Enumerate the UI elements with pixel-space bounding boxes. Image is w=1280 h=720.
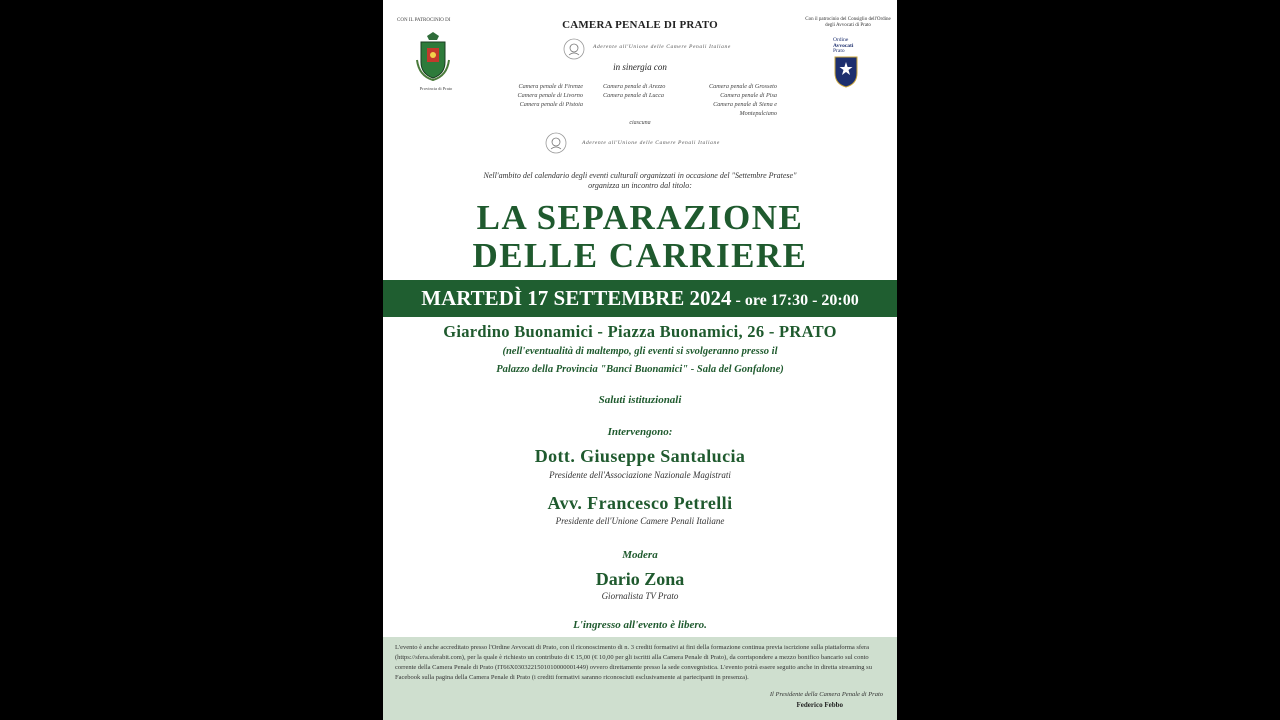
ucpi-seal-icon bbox=[545, 132, 567, 154]
speaker-name: Avv. Francesco Petrelli bbox=[547, 493, 733, 513]
bad-weather-line: (nell'eventualità di maltempo, gli eventi si svolgeranno presso il bbox=[502, 346, 778, 357]
intro-line: organizza un incontro dal titolo: bbox=[588, 181, 692, 190]
ciascuna-text: ciascuna bbox=[629, 120, 651, 126]
speaker-role: Presidente dell'Associazione Nazionale Magistrati bbox=[549, 470, 731, 480]
title-line: LA SEPARAZIONE bbox=[476, 198, 804, 237]
bar-logo-line: Prato bbox=[833, 48, 845, 54]
speaker-name: Dott. Giuseppe Santalucia bbox=[534, 446, 746, 466]
intro-text bbox=[383, 171, 897, 191]
bar-association-shield-icon bbox=[833, 55, 859, 89]
camera-item: Camera penale di Firenze bbox=[518, 83, 583, 90]
camera-item: Camera penale di Arezzo bbox=[603, 83, 666, 90]
event-venue: Giardino Buonamici - Piazza Buonamici, 26 - PRATO bbox=[443, 322, 837, 341]
patronage-label: Con il patrocinio del Consiglio dell'Ordine degli Avvocati di Prato bbox=[805, 17, 891, 28]
speakers-label: Intervengono: bbox=[607, 426, 673, 438]
bar-logo-text bbox=[833, 38, 873, 55]
bar-logo-line: Avvocati bbox=[833, 42, 854, 49]
footer-text: L'evento è anche accreditato presso l'Ordine Avvocati di Prato, con il riconoscimento di n. 3 crediti formativi ai fini della formazione continua previa iscrizione sulla piattaforma sfera (https://sfera.sferabit.com), per la quale è richiesto un contributo di € 15,00 (€ 10,00 per gli iscritti alla Camera Penale di Prato), da corrispondere a mezzo bonifico bancario sul conto corrente della Camera Penale di Prato (IT66X0303221501010000001449) ovvero direttamente presso la sede convegnistica. L'evento potrà essere seguito anche in diretta streaming su Facebook sulla pagina della Camera Penale di Prato (i crediti formativi saranno riconosciuti esclusivamente ai partecipanti in presenza). bbox=[395, 644, 872, 681]
camera-item: Camera penale di Grosseto bbox=[709, 83, 777, 90]
org-title: CAMERA PENALE DI PRATO bbox=[562, 19, 718, 31]
event-time: - ore 17:30 - 20:00 bbox=[731, 292, 859, 309]
event-poster bbox=[383, 0, 897, 720]
bar-logo-line: Ordine bbox=[833, 37, 849, 43]
event-title bbox=[383, 199, 897, 275]
signature-role: Il Presidente della Camera Penale di Prato bbox=[769, 691, 883, 698]
crest-caption: Provincia di Prato bbox=[419, 86, 453, 91]
speaker-role: Presidente dell'Unione Camere Penali Italiane bbox=[555, 516, 725, 526]
free-entry-note: L'ingresso all'evento è libero. bbox=[573, 619, 707, 631]
intro-line: Nell'ambito del calendario degli eventi culturali organizzati in occasione del "Settembre Pratese" bbox=[483, 171, 797, 180]
moderator-label: Modera bbox=[622, 549, 658, 561]
province-crest-icon bbox=[413, 30, 453, 82]
camera-item: Camera penale di Livorno bbox=[517, 92, 583, 99]
camere-column-1 bbox=[503, 82, 583, 109]
signature-name: Federico Febbo bbox=[796, 701, 843, 709]
event-date-main: MARTEDÌ 17 SETTEMBRE 2024 bbox=[421, 286, 732, 310]
title-line: DELLE CARRIERE bbox=[472, 236, 808, 275]
camera-item: Camera penale di Pisa bbox=[720, 92, 777, 99]
camera-item: Camera penale di Siena e bbox=[713, 101, 777, 108]
event-date bbox=[383, 286, 897, 311]
bad-weather-note bbox=[383, 343, 897, 379]
camere-column-3 bbox=[695, 82, 777, 118]
camera-penale-seal-icon bbox=[563, 38, 585, 60]
synergy-text: in sinergia con bbox=[613, 62, 667, 72]
camera-item: Camera penale di Lucca bbox=[603, 92, 665, 99]
adherent-text-2: Aderente all'Unione delle Camere Penali Italiane bbox=[582, 140, 720, 146]
moderator-role: Giornalista TV Prato bbox=[601, 591, 679, 601]
patrocinio-label: CON IL PATROCINIO DI bbox=[397, 18, 451, 23]
camera-item: Camera penale di Pistoia bbox=[519, 101, 583, 108]
bad-weather-line: Palazzo della Provincia "Banci Buonamici" - Sala del Gonfalone) bbox=[496, 364, 784, 375]
camera-item: Montepulciano bbox=[739, 110, 777, 117]
adherent-text: Aderente all'Unione delle Camere Penali Italiane bbox=[593, 44, 731, 50]
camere-column-2 bbox=[603, 82, 683, 100]
moderator-name: Dario Zona bbox=[595, 569, 685, 589]
greetings-label: Saluti istituzionali bbox=[598, 394, 682, 406]
